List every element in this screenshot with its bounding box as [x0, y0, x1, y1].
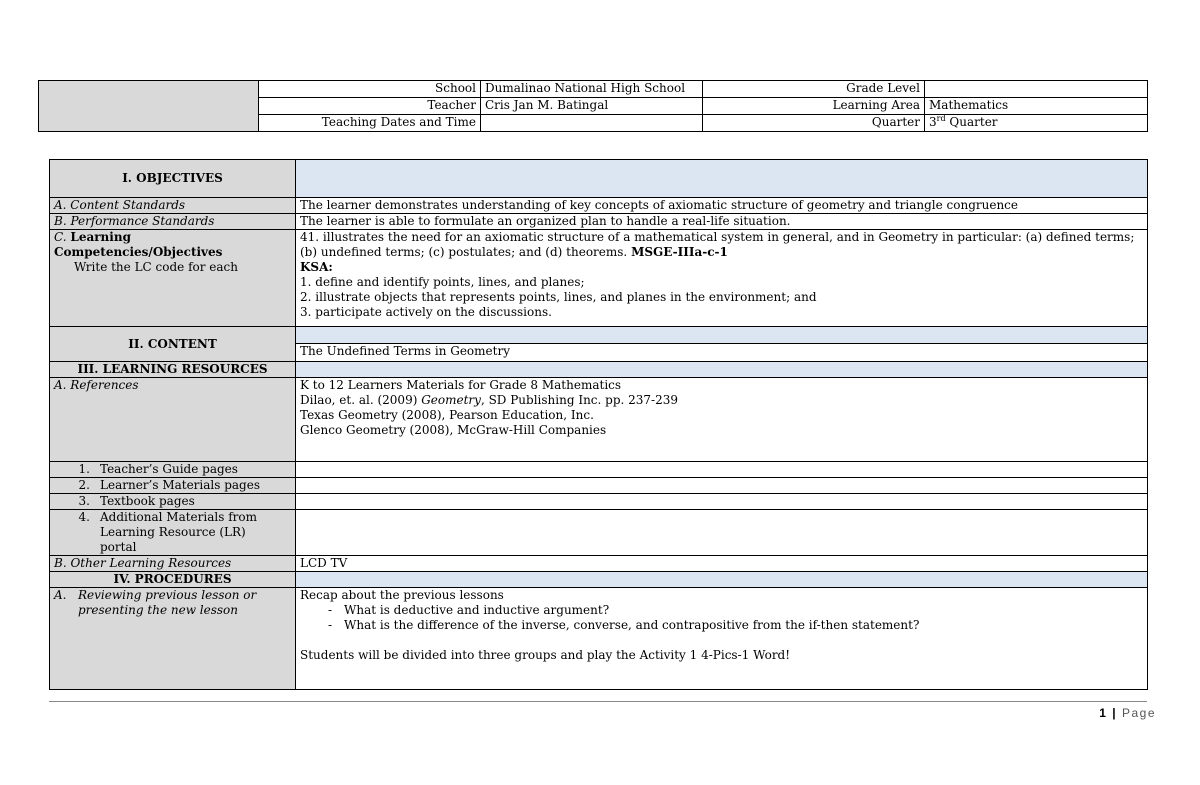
quarter-value [925, 115, 1148, 132]
procedures-title: IV. PROCEDURES [50, 572, 296, 588]
header-table [38, 80, 1148, 132]
resource-sub-item [50, 462, 296, 478]
sub-item-value [296, 478, 1148, 494]
other-resources-label: B. Other Learning Resources [50, 556, 296, 572]
lc-label-bold: Learning Competencies/Objectives [54, 230, 223, 259]
learning-area-value: Mathematics [925, 98, 1148, 115]
performance-standards-value: The learner is able to formulate an organized plan to handle a real-life situation. [296, 214, 1148, 230]
page-word: Page [1121, 706, 1156, 720]
reference-item: Texas Geometry (2008), Pearson Education, Inc. [300, 408, 594, 422]
grade-level-label: Grade Level [703, 81, 925, 98]
lc-label-prefix: C. [54, 230, 71, 244]
procedure-a-text: Reviewing previous lesson or presenting the new lesson [78, 588, 257, 617]
procedure-bullet: What is the difference of the inverse, converse, and contrapositive from the if-then statement? [344, 618, 920, 632]
content-standards-value: The learner demonstrates understanding of key concepts of axiomatic structure of geometry and triangle congruence [296, 198, 1148, 214]
procedure-a-prefix: A. [54, 588, 67, 602]
objectives-title-fill [296, 160, 1148, 198]
school-value: Dumalinao National High School [481, 81, 703, 98]
reference-item [300, 393, 678, 407]
content-value: The Undefined Terms in Geometry [296, 344, 1148, 362]
sub-item-value [296, 462, 1148, 478]
dates-label: Teaching Dates and Time [259, 115, 481, 132]
dates-value [481, 115, 703, 132]
page-footer [1099, 706, 1156, 720]
ksa-label: KSA: [300, 260, 333, 274]
resource-sub-item [50, 478, 296, 494]
quarter-num: 3 [929, 115, 937, 129]
resource-sub-item [50, 494, 296, 510]
page-separator: | [1112, 706, 1118, 720]
procedure-a-value [296, 588, 1148, 690]
sub-item-num: 2. [78, 478, 90, 492]
references-label: A. References [50, 378, 296, 462]
lc-value [296, 230, 1148, 327]
grade-level-value [925, 81, 1148, 98]
procedure-a-label [50, 588, 296, 690]
page-bottom-rule [49, 701, 1147, 702]
header-blank-cell [39, 81, 259, 132]
quarter-label: Quarter [703, 115, 925, 132]
procedures-title-fill [296, 572, 1148, 588]
content-title: II. CONTENT [50, 327, 296, 362]
sub-item-label: Textbook pages [100, 494, 195, 508]
teacher-value: Cris Jan M. Batingal [481, 98, 703, 115]
objectives-title: I. OBJECTIVES [50, 160, 296, 198]
learning-area-label: Learning Area [703, 98, 925, 115]
content-title-fill [296, 327, 1148, 344]
reference-item: K to 12 Learners Materials for Grade 8 Mathematics [300, 378, 622, 392]
procedure-a-intro: Recap about the previous lessons [300, 588, 504, 602]
content-standards-label: A. Content Standards [50, 198, 296, 214]
ksa-item: 2. illustrate objects that represents points, lines, and planes in the environment; and [300, 290, 817, 304]
ref-2-pre: Dilao, et. al. (2009) [300, 393, 422, 407]
performance-standards-label: B. Performance Standards [50, 214, 296, 230]
lesson-plan-table [49, 159, 1148, 690]
lc-value-text: 41. illustrates the need for an axiomatic structure of a mathematical system in general, and in Geometry in particular: (a) defined terms; (b) undefined terms; (c) postulates; and (d) theorems. [300, 230, 1135, 259]
resource-sub-item [50, 510, 296, 556]
resources-title: III. LEARNING RESOURCES [50, 362, 296, 378]
ref-2-ital: Geometry [421, 393, 481, 407]
sub-item-num: 4. [78, 510, 90, 524]
teacher-label: Teacher [259, 98, 481, 115]
sub-item-label: Additional Materials from Learning Resource (LR) portal [100, 510, 257, 554]
page-number: 1 [1099, 706, 1108, 720]
ksa-item: 3. participate actively on the discussions. [300, 305, 552, 319]
sub-item-value [296, 494, 1148, 510]
sub-item-value [296, 510, 1148, 556]
resources-title-fill [296, 362, 1148, 378]
sub-item-num: 3. [78, 494, 90, 508]
quarter-sup: rd [936, 114, 946, 123]
other-resources-value: LCD TV [296, 556, 1148, 572]
ksa-item: 1. define and identify points, lines, and planes; [300, 275, 585, 289]
reference-item: Glenco Geometry (2008), McGraw-Hill Companies [300, 423, 607, 437]
procedure-activity: Students will be divided into three groups and play the Activity 1 4-Pics-1 Word! [300, 648, 791, 662]
references-value [296, 378, 1148, 462]
sub-item-label: Learner’s Materials pages [100, 478, 260, 492]
school-label: School [259, 81, 481, 98]
lc-label [50, 230, 296, 327]
procedure-bullet: What is deductive and inductive argument? [344, 603, 610, 617]
sub-item-label: Teacher’s Guide pages [100, 462, 238, 476]
lc-code: MSGE-IIIa-c-1 [631, 245, 728, 259]
lc-sublabel: Write the LC code for each [74, 260, 239, 274]
ref-2-post: , SD Publishing Inc. pp. 237-239 [480, 393, 679, 407]
quarter-text: Quarter [945, 115, 998, 129]
bullet-mark: - [327, 618, 332, 632]
sub-item-num: 1. [78, 462, 90, 476]
bullet-mark: - [327, 603, 332, 617]
